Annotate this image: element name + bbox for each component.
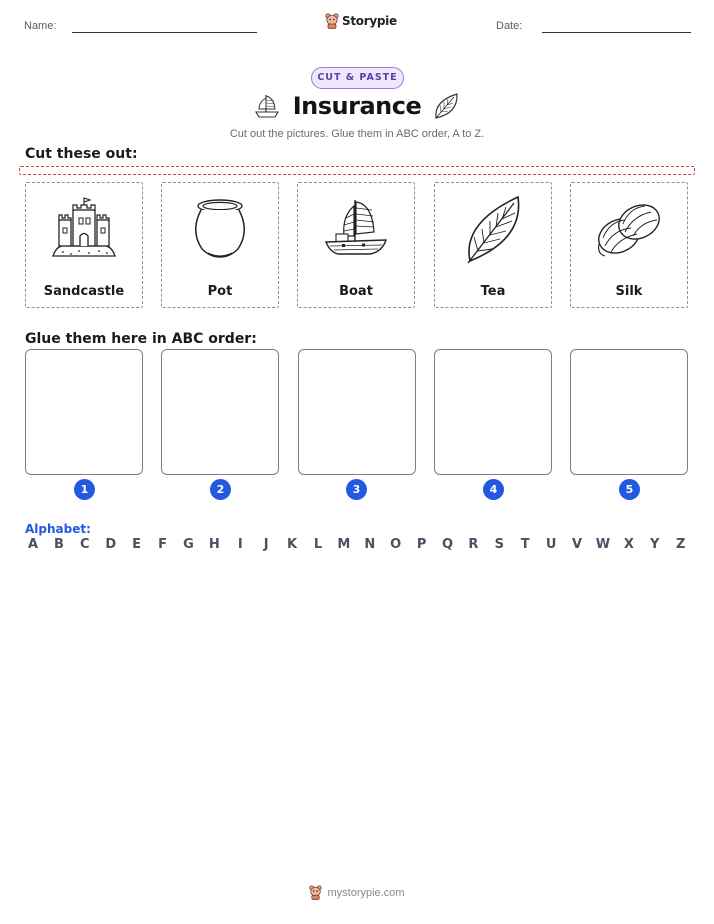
alphabet-letter: F (158, 537, 167, 552)
alphabet-letter: R (468, 537, 479, 552)
brand-name: Storypie (342, 14, 397, 28)
instructions: Cut out the pictures. Glue them in ABC order, A to Z. (229, 128, 485, 140)
glue-number-3: 3 (346, 479, 367, 500)
alphabet-letter: D (105, 537, 117, 552)
worksheet-title: Insurance (292, 92, 422, 120)
alphabet-letter: Q (441, 537, 454, 552)
footer (0, 885, 714, 900)
cut-heading: Cut these out: (25, 146, 138, 162)
alphabet-letter: G (183, 537, 194, 552)
alphabet-letter: B (53, 537, 64, 552)
storypie-mascot-icon (309, 885, 322, 900)
alphabet-letter: V (572, 537, 583, 552)
glue-number-2: 2 (210, 479, 231, 500)
alphabet-letter: W (595, 537, 611, 552)
alphabet-letter: J (263, 537, 269, 552)
alphabet-letter: M (337, 537, 351, 552)
pot-icon (162, 189, 278, 269)
glue-number-4: 4 (483, 479, 504, 500)
alphabet-letter: P (416, 537, 427, 552)
card-label: Pot (207, 284, 233, 299)
cut-card-boat[interactable] (297, 182, 415, 308)
alphabet-letter: Z (675, 537, 686, 552)
alphabet-letter: A (27, 537, 39, 552)
alphabet-letter: K (287, 537, 298, 552)
tea-leaf-icon (435, 189, 551, 269)
alphabet-letter: U (545, 537, 557, 552)
glue-number-5: 5 (619, 479, 640, 500)
cut-card-tea[interactable] (434, 182, 552, 308)
glue-box-1[interactable] (25, 349, 143, 475)
alphabet-letter: T (520, 537, 530, 552)
boat-title-icon (254, 92, 280, 124)
cut-card-pot[interactable] (161, 182, 279, 308)
name-line (72, 32, 257, 33)
sandcastle-icon (26, 189, 142, 269)
alphabet-letter: X (623, 537, 634, 552)
card-label: Tea (480, 284, 506, 299)
card-label: Boat (339, 284, 373, 299)
alphabet-letter: L (313, 537, 323, 552)
cut-card-silk[interactable] (570, 182, 688, 308)
alphabet-heading: Alphabet: (25, 522, 91, 536)
date-label: Date: (496, 20, 523, 32)
glue-heading: Glue them here in ABC order: (25, 331, 257, 347)
cut-dashed-line (19, 166, 695, 175)
alphabet-letter: O (390, 537, 402, 552)
alphabet-row (25, 537, 689, 552)
glue-box-2[interactable] (161, 349, 279, 475)
cut-paste-badge: CUT & PASTE (311, 67, 404, 89)
silk-yarn-icon (571, 189, 687, 269)
glue-box-5[interactable] (570, 349, 688, 475)
glue-number-1: 1 (74, 479, 95, 500)
alphabet-letter: N (364, 537, 376, 552)
card-label: Sandcastle (43, 284, 125, 299)
glue-box-3[interactable] (298, 349, 416, 475)
alphabet-letter: I (237, 537, 243, 552)
alphabet-letter: C (80, 537, 90, 552)
cut-card-sandcastle[interactable] (25, 182, 143, 308)
storypie-mascot-icon (325, 13, 339, 29)
card-label: Silk (615, 284, 643, 299)
leaf-title-icon (432, 91, 460, 125)
alphabet-letter: S (494, 537, 504, 552)
alphabet-letter: H (208, 537, 220, 552)
alphabet-letter: Y (650, 537, 660, 552)
footer-url[interactable]: mystorypie.com (327, 886, 405, 899)
date-line (542, 32, 691, 33)
glue-box-4[interactable] (434, 349, 552, 475)
storypie-logo (325, 13, 397, 29)
alphabet-letter: E (132, 537, 142, 552)
boat-icon (298, 189, 414, 269)
name-label: Name: (24, 20, 57, 32)
